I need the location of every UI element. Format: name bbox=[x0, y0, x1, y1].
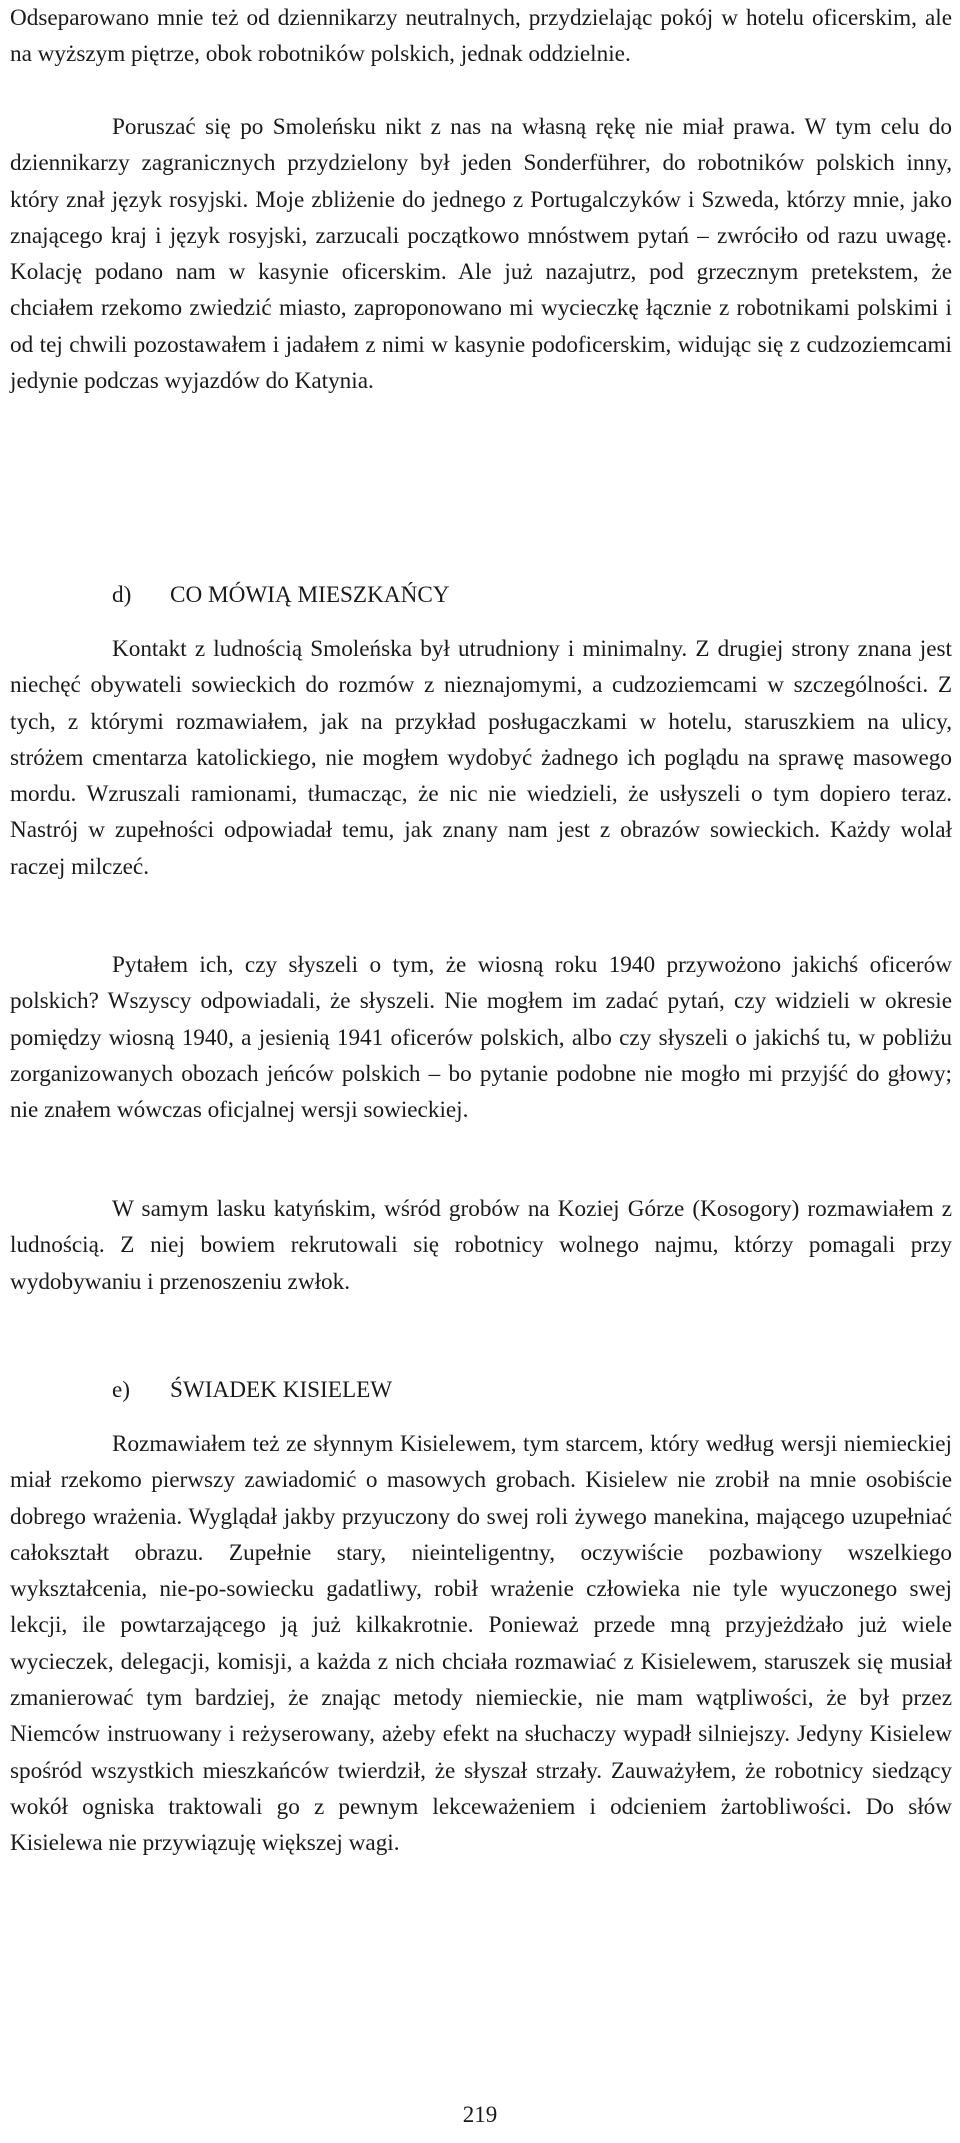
paragraph-katyn-forest: W samym lasku katyńskim, wśród grobów na Koziej Górze (Kosogory) rozmawiałem z ludnością. Z niej bowiem rekrutowali się robotnicy wolnego najmu, którzy pomagali przy wydobywaniu i przenoszeniu zwłok. bbox=[10, 1196, 952, 1295]
paragraph-contact-population: Kontakt z ludnością Smoleńska był utrudniony i minimalny. Z drugiej strony znana jest niechęć obywateli sowieckich do rozmów z nieznajomymi, a cudzoziemcami w szczególności. Z tych, z którymi rozmawiałem, jak na przykład posługaczkami w hotelu, staruszkiem na ulicy, stróżem cmentarza katolickiego, nie mogłem wydobyć żadnego ich poglądu na sprawę masowego mordu. Wzruszali ramionami, tłumacząc, że nic nie wiedzieli, że usłyszeli o tym dopiero teraz. Nastrój w zupełności odpowiadał temu, jak znany nam jest z obrazów sowieckich. Każdy wolał raczej milczeć. bbox=[10, 636, 952, 880]
paragraph-kisielew: Rozmawiałem też ze słynnym Kisielewem, tym starcem, który według wersji niemieckiej miał rzekomo pierwszy zawiadomić o masowych grobach. Kisielew nie zrobił na mnie osobiście dobrego wrażenia. Wyglądał jakby przyuczony do swej roli żywego manekina, mającego uzupełniać całokształt obrazu. Zupełnie stary, nieinteligentny, oczywiście pozbawiony wszelkiego wykształcenia, nie-po-sowiecku gadatliwy, robił wrażenie człowieka nie tyle wyuczonego swej lekcji, ile powtarzającego ją już kilkakrotnie. Ponieważ przede mną przyjeżdżało już wiele wycieczek, delegacji, komisji, a każda z nich chciała rozmawiać z Kisielewem, staruszek się musiał zmanierować tym bardziej, że znając metody niemieckie, nie mam wątpliwości, że był przez Niemców instruowany i reżyserowany, ażeby efekt na słuchaczy wypadł silniejszy. Jedyny Kisielew spośród wszystkich mieszkańców twierdził, że słyszał strzały. Zauważyłem, że robotnicy siedzący wokół ogniska traktowali go z pewnym lekceważeniem i odcieniem żartobliwości. Do słów Kisielewa nie przywiązuję większej wagi. bbox=[10, 1431, 952, 1857]
section-label-d: d) bbox=[112, 582, 132, 608]
paragraph-smolensk-movement: Poruszać się po Smoleńsku nikt z nas na własną rękę nie miał prawa. W tym celu do dziennikarzy zagranicznych przydzielony był jeden Sonderführer, do robotników polskich inny, który znał język rosyjski. Moje zbliżenie do jednego z Portugalczyków i Szweda, którzy mnie, jako znającego kraj i język rosyjski, zarzucali początkowo mnóstwem pytań – zwróciło od razu uwagę. Kolację podano nam w kasynie oficerskim. Ale już nazajutrz, pod grzecznym pretekstem, że chciałem rzekomo zwiedzić miasto, zaproponowano mi wycieczkę łącznie z robotnikami polskimi i od tej chwili pozostawałem i jadałem z nimi w kasynie podoficerskim, widując się z cudzoziemcami jedynie podczas wyjazdów do Katynia. bbox=[10, 114, 952, 395]
section-title-e: ŚWIADEK KISIELEW bbox=[170, 1377, 393, 1403]
section-heading-d bbox=[112, 577, 450, 613]
page-number: 219 bbox=[462, 2102, 498, 2127]
section-title-d: CO MÓWIĄ MIESZKAŃCY bbox=[170, 582, 450, 608]
paragraph-questions-1940: Pytałem ich, czy słyszeli o tym, że wiosną roku 1940 przywożono jakichś oficerów polskich? Wszyscy odpowiadali, że słyszeli. Nie mogłem im zadać pytań, czy widzieli w okresie pomiędzy wiosną 1940, a jesienią 1941 oficerów polskich, albo czy słyszeli o jakichś tu, w pobliżu zorganizowanych obozach jeńców polskich – bo pytanie podobne nie mogło mi przyjść do głowy; nie znałem wówczas oficjalnej wersji sowieckiej. bbox=[10, 952, 952, 1124]
paragraph-hotel: Odseparowano mnie też od dziennikarzy neutralnych, przydzielając pokój w hotelu oficerskim, ale na wyższym piętrze, obok robotników polskich, jednak oddzielnie. bbox=[10, 5, 952, 68]
section-label-e: e) bbox=[112, 1377, 131, 1403]
section-heading-e bbox=[112, 1372, 392, 1408]
